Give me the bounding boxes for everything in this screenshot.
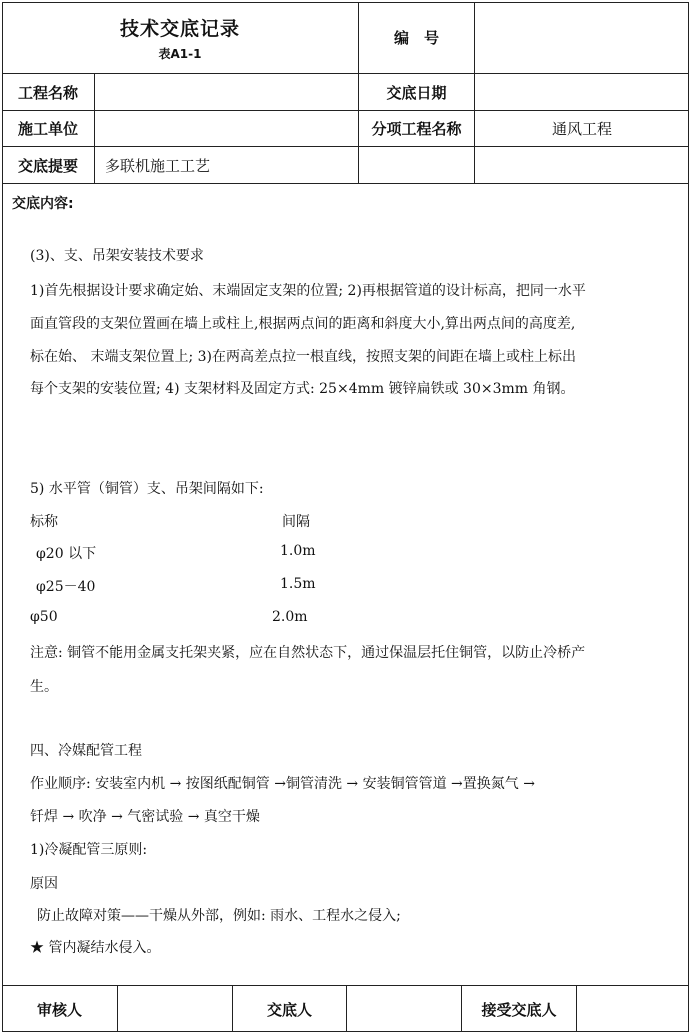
paragraph-line: 1)首先根据设计要求确定始、末端固定支架的位置; 2)再根据管道的设计标高，把同一水平 xyxy=(30,283,586,299)
spacing-row-value: 2.0m xyxy=(272,609,308,625)
reason-label: 原因 xyxy=(30,876,58,892)
spacing-row-value: 1.5m xyxy=(280,576,316,592)
note-line: 注意: 铜管不能用金属支托架夹紧，应在自然状态下，通过保温层托住铜管，以防止冷桥产 xyxy=(30,645,586,661)
divider xyxy=(2,183,689,184)
section4-title: 四、冷媒配管工程 xyxy=(30,743,142,759)
date-label: 交底日期 xyxy=(386,83,447,102)
receiver-label: 接受交底人 xyxy=(481,1000,557,1019)
spacing-table-header-spacing: 间隔 xyxy=(282,514,310,530)
discloser-label: 交底人 xyxy=(266,1000,312,1019)
rule-title: 1)冷凝配管三原则: xyxy=(30,842,148,858)
contractor-field[interactable] xyxy=(95,111,358,146)
spacing-row-name: φ20 以下 xyxy=(36,546,97,562)
spacing-row-value: 1.0m xyxy=(280,543,316,559)
form-title: 技术交底记录 xyxy=(119,17,240,40)
number-field[interactable] xyxy=(475,2,689,73)
subproject-field[interactable]: 通风工程 xyxy=(551,120,612,138)
form-code: 表A1-1 xyxy=(158,46,202,61)
sequence-line: 作业顺序: 安装室内机 → 按图纸配铜管 →铜管清洗 → 安装铜管管道 →置换氮气 → xyxy=(30,776,535,792)
sequence-line: 钎焊 → 吹净 → 气密试验 → 真空干燥 xyxy=(30,809,260,825)
form-header xyxy=(2,2,358,73)
spacing-row-name: φ25－40 xyxy=(36,579,96,595)
paragraph-line: 面直管段的支架位置画在墙上或柱上,根据两点间的距离和斜度大小,算出两点间的高度差, xyxy=(30,316,576,332)
paragraph-line: 每个支架的安装位置; 4) 支架材料及固定方式: 25×4mm 镀锌扁铁或 30×3mm 角钢。 xyxy=(30,381,575,397)
project-name-field[interactable] xyxy=(95,74,358,110)
prevention-text: 防止故障对策——干燥从外部，例如: 雨水、工程水之侵入; xyxy=(37,908,401,924)
date-field[interactable] xyxy=(475,74,689,110)
subproject-label: 分项工程名称 xyxy=(371,120,462,138)
summary-label: 交底提要 xyxy=(17,156,78,175)
item5-title: 5) 水平管（铜管）支、吊架间隔如下: xyxy=(30,481,264,497)
reviewer-field[interactable] xyxy=(118,986,232,1032)
contractor-label: 施工单位 xyxy=(17,120,78,138)
reviewer-label: 审核人 xyxy=(36,1000,82,1019)
project-name-label: 工程名称 xyxy=(17,83,78,102)
summary-field[interactable]: 多联机施工工艺 xyxy=(105,156,211,175)
star-item: ★ 管内凝结水侵入。 xyxy=(30,940,161,956)
number-label: 编 号 xyxy=(393,29,439,47)
receiver-field[interactable] xyxy=(577,986,689,1032)
paragraph-line: 标在始、 末端支架位置上; 3)在两高差点拉一根直线，按照支架的间距在墙上或柱上标出 xyxy=(30,349,576,365)
spacing-row-name: φ50 xyxy=(30,609,58,625)
content-label: 交底内容: xyxy=(12,196,74,212)
section3-title: (3)、支、吊架安装技术要求 xyxy=(30,248,204,264)
discloser-field[interactable] xyxy=(347,986,461,1032)
note-line: 生。 xyxy=(30,679,58,695)
spacing-table-header-name: 标称 xyxy=(30,514,58,530)
